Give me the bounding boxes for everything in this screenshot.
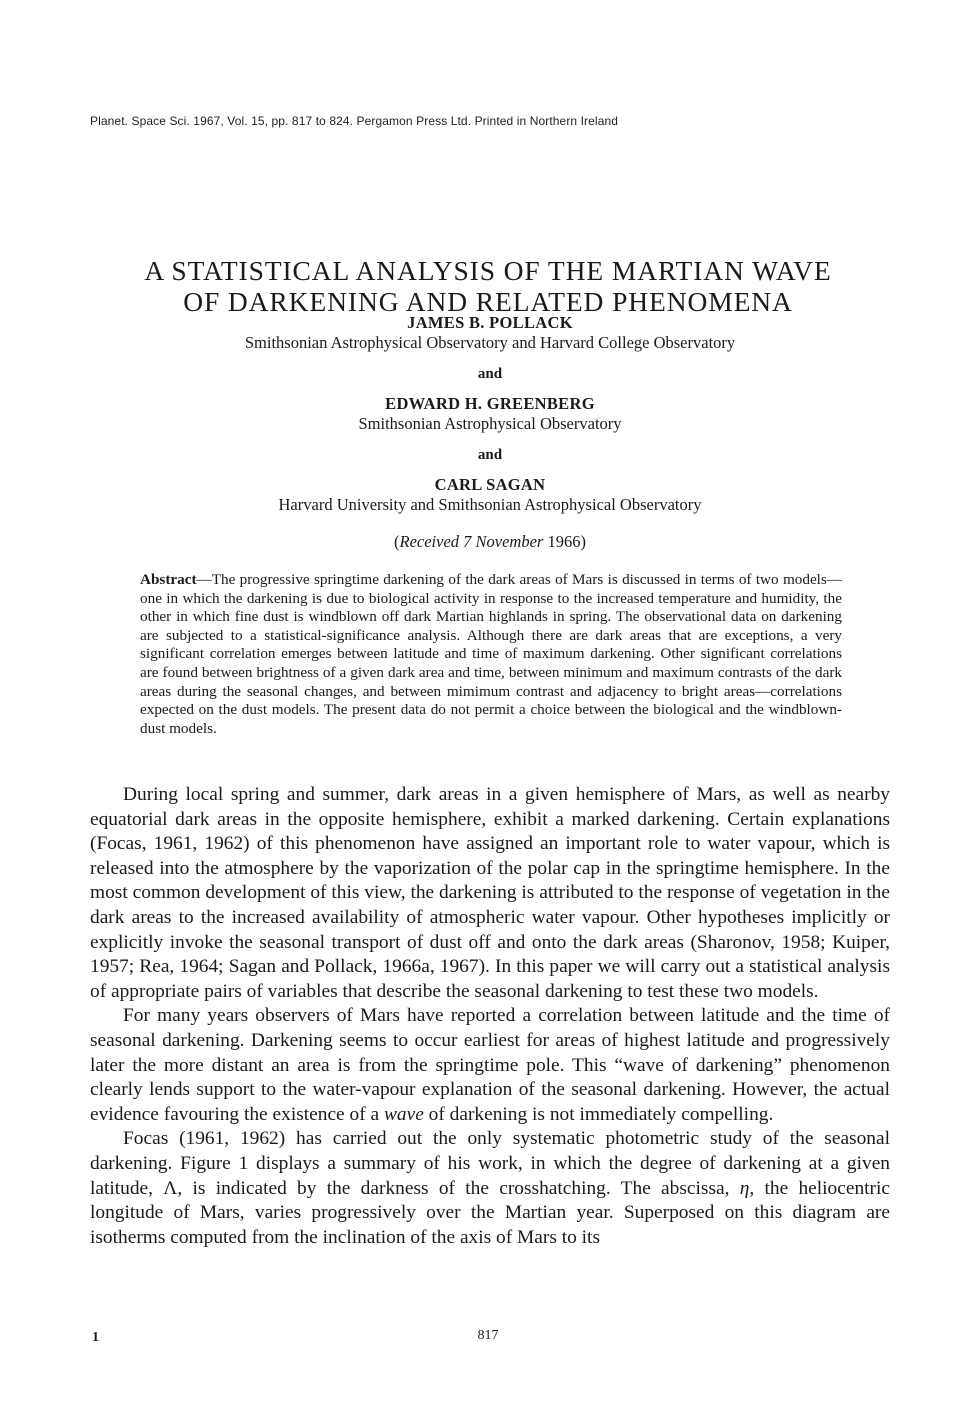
body-paragraph: During local spring and summer, dark areas in a given hemisphere of Mars, as well as nearby equatorial dark areas in the opposite hemisphere, exhibit a marked darkening. Certain explanations (Focas, 1961, 1962) of this phenomenon have assigned an important role to water vapour, which is released into the atmosphere by the vaporization of the polar cap in the springtime hemisphere. In the most common development of this view, the darkening is attributed to the response of vegetation in the dark areas to the increased availability of atmospheric water vapour. Other hypotheses implicitly or explicitly invoke the seasonal transport of dust off and onto the dark areas (Sharonov, 1958; Kuiper, 1957; Rea, 1964; Sagan and Pollack, 1966a, 1967). In this paper we will carry out a statistical analysis of appropriate pairs of variables that describe the seasonal darkening to test these two models. xyxy=(90,784,890,1002)
author-name: JAMES B. POLLACK xyxy=(407,313,573,332)
paper-title xyxy=(60,255,916,317)
title-line-1: A STATISTICAL ANALYSIS OF THE MARTIAN WAVE xyxy=(144,255,832,287)
body-text xyxy=(90,783,890,1250)
body-paragraph: Focas (1961, 1962) has carried out the only systematic photometric study of the seasonal darkening. Figure 1 displays a summary of his work, in which the degree of darkening at a given latitude, Λ, is indicated by the darkness of the crosshatching. The abscissa, η, the heliocentric longitude of Mars, varies progressively over the Martian year. Superposed on this diagram are isotherms computed from the inclination of the axis of Mars to its xyxy=(90,1128,890,1248)
abstract xyxy=(140,571,842,738)
page-number: 817 xyxy=(477,1328,499,1343)
journal-citation: Planet. Space Sci. 1967, Vol. 15, pp. 817 to 824. Pergamon Press Ltd. Printed in Northern Ireland xyxy=(90,114,619,128)
author-affiliation: Smithsonian Astrophysical Observatory xyxy=(358,414,622,433)
abstract-label: Abstract xyxy=(140,571,197,588)
author-name: CARL SAGAN xyxy=(434,475,546,494)
body-paragraph: For many years observers of Mars have reported a correlation between latitude and the time of seasonal darkening. Darkening seems to occur earliest for areas of highest latitude and progressively later the more distant an area is from the springtime pole. This “wave of darkening” phenomenon clearly lends support to the water-vapour explanation of the seasonal darkening. However, the actual evidence favouring the existence of a wave of darkening is not immediately compelling. xyxy=(90,1005,890,1125)
author-conjunction: and xyxy=(477,447,503,463)
signature-mark: 1 xyxy=(92,1330,99,1345)
author-affiliation: Harvard University and Smithsonian Astrophysical Observatory xyxy=(278,495,702,514)
title-line-2: OF DARKENING AND RELATED PHENOMENA xyxy=(183,286,793,318)
author-conjunction: and xyxy=(477,366,503,382)
author-block-2 xyxy=(90,394,890,434)
abstract-text: —The progressive springtime darkening of the dark areas of Mars is discussed in terms of two models—one in which the darkening is due to biological activity in response to the increased temperature and humidity, the other in which fine dust is windblown off dark Martian highlands in spring. The observational data on darkening are subjected to a statistical-significance analysis. Although there are dark areas that are exceptions, a very significant correlation emerges between latitude and time of maximum darkening. Other significant correlations are found between brightness of a given dark area and time, between minimum and maximum contrasts of the dark areas during the seasonal changes, and between mimimum contrast and adjacency to bright areas—correlations expected on the dust models. The present data do not permit a choice between the biological and the windblown-dust models. xyxy=(140,571,842,737)
received-date: (Received 7 November 1966) xyxy=(394,532,586,551)
author-block-3 xyxy=(90,475,890,515)
author-name: EDWARD H. GREENBERG xyxy=(385,394,595,413)
author-affiliation: Smithsonian Astrophysical Observatory and Harvard College Observatory xyxy=(244,333,736,352)
author-block-1 xyxy=(90,313,890,353)
